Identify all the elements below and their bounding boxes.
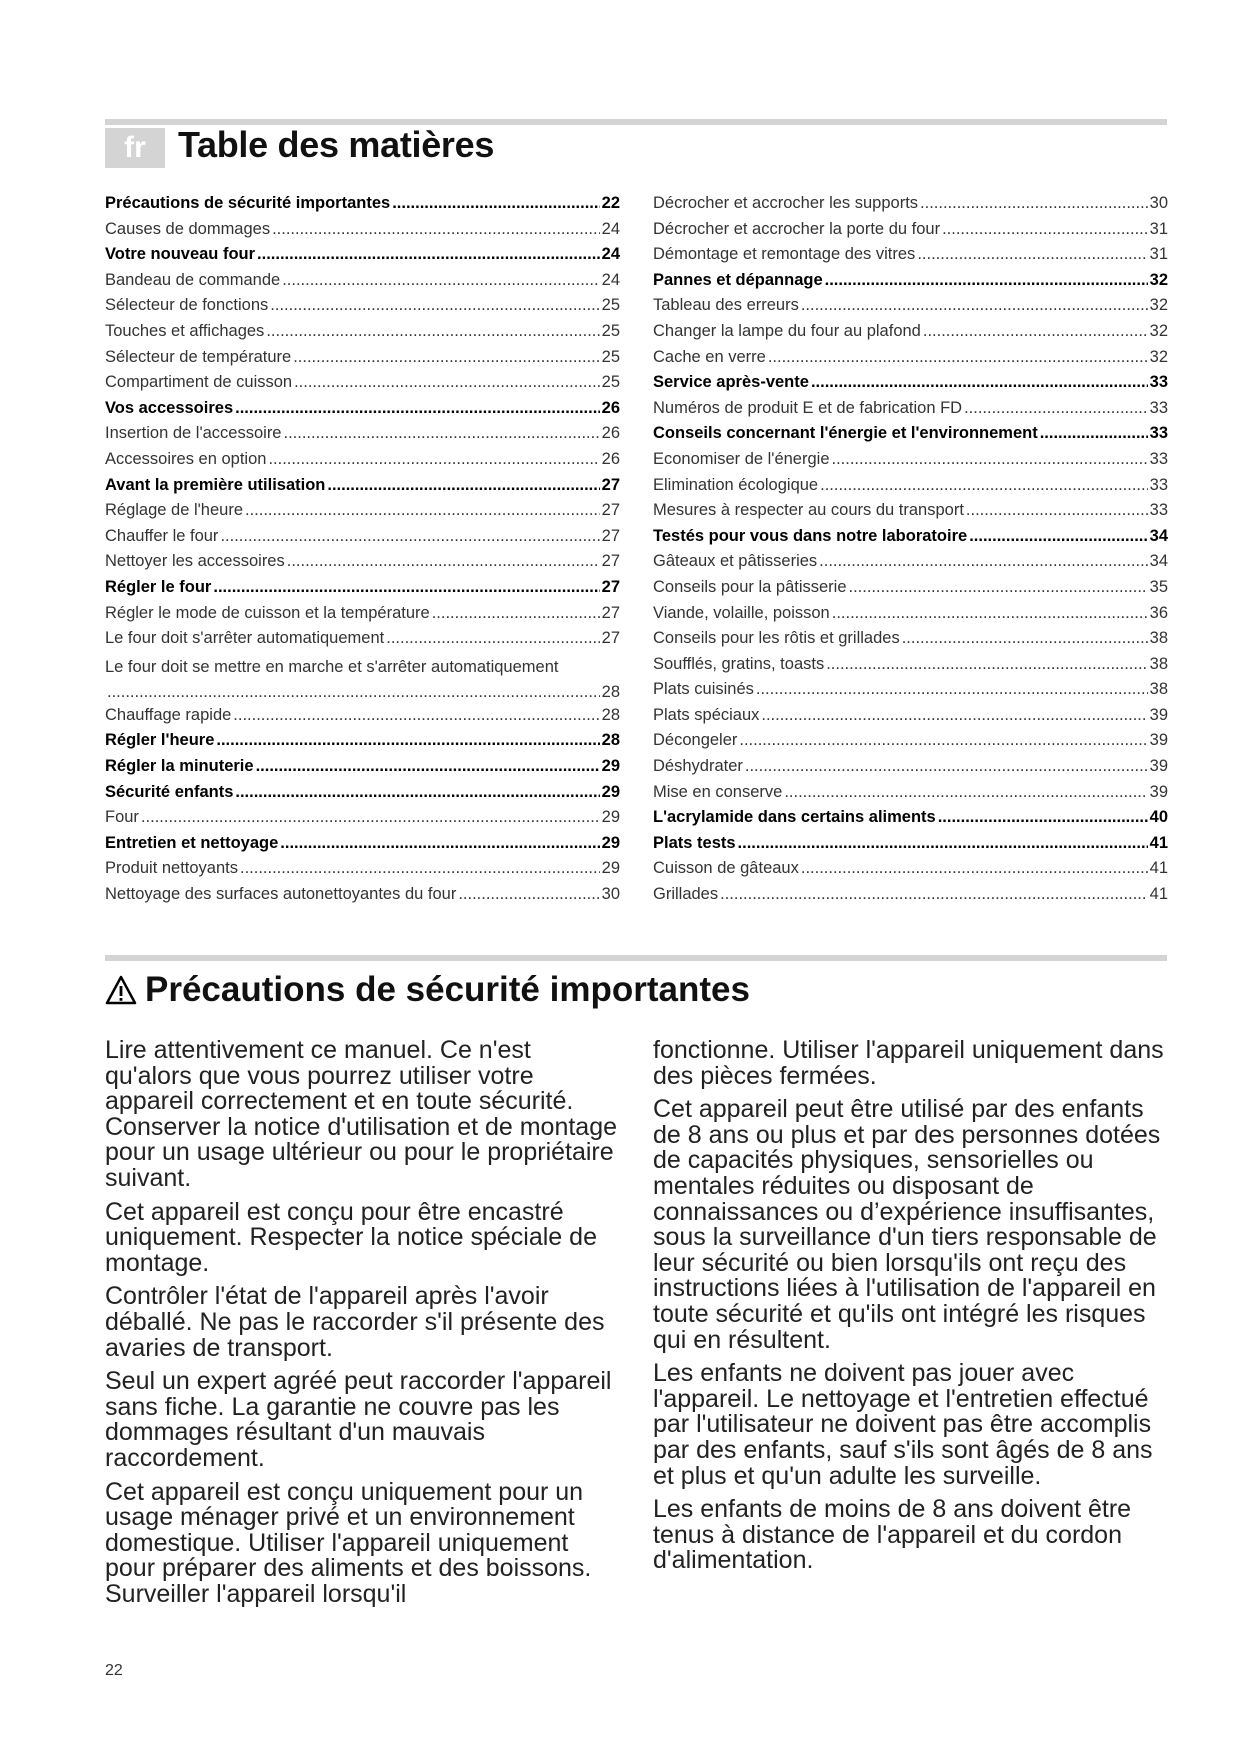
toc-leader (220, 527, 599, 546)
toc-leader (141, 808, 600, 827)
toc-page: 27 (601, 577, 620, 596)
toc-page: 39 (1149, 782, 1168, 801)
toc-entry-title: Mesures à respecter au cours du transport (653, 501, 964, 520)
toc-entry[interactable] (105, 527, 620, 553)
toc-entry[interactable] (105, 731, 620, 757)
toc-leader (849, 578, 1148, 597)
toc-entry-title: Compartiment de cuisson (105, 373, 293, 392)
toc-page: 28 (601, 731, 620, 750)
toc-leader (235, 783, 599, 802)
toc-entry-title: Changer la lampe du four au plafond (653, 321, 921, 340)
toc-entry-title: Chauffage rapide (105, 705, 232, 724)
toc-entry-title: Bandeau de commande (105, 270, 281, 289)
toc-page: 24 (601, 270, 620, 289)
toc-entry[interactable] (105, 783, 620, 809)
toc-leader (738, 834, 1148, 853)
toc-page: 35 (1149, 577, 1168, 596)
toc-leader (938, 808, 1148, 827)
toc-entry[interactable] (653, 834, 1168, 860)
toc-left-column (105, 194, 620, 911)
toc-entry-title: Votre nouveau four (105, 245, 256, 264)
toc-page: 29 (601, 833, 620, 852)
toc-page: 25 (601, 347, 620, 366)
toc-leader (745, 757, 1148, 776)
toc-page: 27 (601, 475, 620, 494)
paragraph: Cet appareil est conçu pour être encastré uniquement. Respecter la notice spéciale de montage. (105, 1197, 597, 1277)
toc-entry[interactable] (105, 834, 620, 860)
toc-leader (245, 501, 600, 520)
toc-page: 24 (601, 245, 620, 264)
toc-entry[interactable] (653, 348, 1168, 374)
toc-page: 33 (1149, 475, 1168, 494)
toc-leader (284, 424, 600, 443)
toc-right-column (653, 194, 1168, 911)
toc-page: 24 (601, 219, 620, 238)
toc-entry-title: Précautions de sécurité importantes (105, 194, 391, 212)
toc-entry[interactable] (653, 808, 1168, 834)
toc-entry[interactable] (105, 194, 620, 220)
toc-leader (240, 859, 600, 878)
toc-page: 22 (601, 194, 620, 212)
toc-entry[interactable] (105, 220, 620, 246)
section-title: Précautions de sécurité importantes (145, 970, 750, 1009)
toc-entry-title: Régler le mode de cuisson et la température (105, 603, 430, 622)
toc-entry-title: Grillades (653, 885, 719, 904)
toc-page: 28 (601, 705, 620, 724)
toc-entry[interactable] (653, 245, 1168, 271)
toc-entry[interactable] (105, 604, 620, 630)
toc-entry-title: Décrocher et accrocher les supports (653, 194, 919, 212)
page-number: 22 (105, 1662, 123, 1679)
toc-leader (280, 834, 599, 853)
toc-leader (270, 296, 599, 315)
toc-leader (964, 399, 1148, 418)
toc-leader (902, 629, 1148, 648)
toc-page: 27 (601, 501, 620, 520)
toc-entry[interactable] (653, 706, 1168, 732)
toc-entry-title: Cache en verre (653, 347, 766, 366)
toc-entry[interactable] (653, 629, 1168, 655)
toc-leader (720, 885, 1148, 904)
toc-entry[interactable] (653, 885, 1168, 911)
toc-page: 25 (601, 373, 620, 392)
toc-entry-title: Vos accessoires (105, 398, 234, 417)
toc-leader (233, 706, 599, 725)
toc-entry-title: Régler l'heure (105, 731, 215, 750)
toc-page: 36 (1149, 603, 1168, 622)
toc-entry[interactable] (653, 220, 1168, 246)
toc-entry[interactable] (653, 527, 1168, 553)
toc-entry[interactable] (653, 680, 1168, 706)
toc-page: 29 (601, 757, 620, 776)
toc-page: 41 (1149, 833, 1168, 852)
toc-entry-title: Sélecteur de fonctions (105, 296, 269, 315)
toc-leader (784, 783, 1147, 802)
toc-page: 29 (601, 808, 620, 827)
toc-leader (801, 859, 1148, 878)
toc-entry-title: Causes de dommages (105, 219, 271, 238)
toc-entry-title: Chauffer le four (105, 526, 219, 545)
toc-entry[interactable] (653, 476, 1168, 502)
toc-leader (272, 220, 600, 239)
toc-entry-title: Nettoyage des surfaces autonettoyantes du four (105, 885, 457, 904)
section-divider (105, 955, 1167, 961)
toc-leader (969, 527, 1147, 546)
toc-entry-title: Plats spéciaux (653, 705, 760, 724)
toc-entry[interactable] (105, 578, 620, 604)
toc-page: 33 (1149, 501, 1168, 520)
toc-entry[interactable] (653, 373, 1168, 399)
toc-entry[interactable] (105, 322, 620, 348)
toc-entry[interactable] (653, 194, 1168, 220)
toc-leader (966, 501, 1148, 520)
toc-entry[interactable] (105, 629, 620, 655)
toc-page: 27 (601, 552, 620, 571)
toc-leader (213, 578, 599, 597)
toc-entry-title: Service après-vente (653, 373, 809, 392)
toc-entry[interactable] (105, 450, 620, 476)
toc-entry[interactable] (105, 552, 620, 578)
toc-entry-title: Cuisson de gâteaux (653, 859, 799, 878)
toc-page: 34 (1149, 526, 1168, 545)
toc-entry[interactable] (653, 424, 1168, 450)
toc-leader (819, 552, 1147, 571)
toc-entry[interactable] (653, 399, 1168, 425)
toc-entry-title: Soufflés, gratins, toasts (653, 654, 825, 673)
toc-page: 29 (601, 782, 620, 801)
toc-entry-title: Le four doit se mettre en marche et s'arrêter automatiquement (105, 657, 559, 676)
toc-page: 26 (601, 398, 620, 417)
toc-page: 32 (1149, 270, 1168, 289)
toc-page: 32 (1149, 296, 1168, 315)
toc-entry-title: Pannes et dépannage (653, 270, 823, 289)
toc-page: 38 (1149, 680, 1168, 699)
toc-entry[interactable] (105, 885, 620, 911)
section-heading (105, 970, 750, 1010)
toc-entry[interactable] (105, 859, 620, 885)
toc-leader (107, 680, 600, 706)
toc-entry[interactable] (653, 450, 1168, 476)
toc-leader (293, 348, 599, 367)
paragraph: fonctionne. Utiliser l'appareil uniquement dans des pièces fermées. (653, 1036, 1164, 1090)
paragraph: Contrôler l'état de l'appareil après l'avoir déballé. Ne pas le raccorder s'il présente des avaries de transport. (105, 1282, 605, 1362)
toc-entry-title: Avant la première utilisation (105, 475, 326, 494)
toc-page: 29 (601, 859, 620, 878)
toc-page: 33 (1149, 373, 1168, 392)
toc-entry-title: Plats tests (653, 833, 736, 852)
toc-entry-title: Réglage de l'heure (105, 501, 244, 520)
toc-leader (917, 245, 1147, 264)
toc-entry-title: Sélecteur de température (105, 347, 292, 366)
toc-page: 25 (601, 296, 620, 315)
toc-page: 32 (1149, 347, 1168, 366)
toc-entry[interactable] (653, 296, 1168, 322)
toc-entry[interactable] (653, 757, 1168, 783)
toc-page: 26 (601, 424, 620, 443)
toc-entry[interactable] (653, 783, 1168, 809)
toc-leader (942, 220, 1148, 239)
toc-entry-title: Insertion de l'accessoire (105, 424, 282, 443)
toc-entry-title: Démontage et remontage des vitres (653, 245, 916, 264)
toc-page: 33 (1149, 449, 1168, 468)
toc-entry-title: Régler la minuterie (105, 757, 254, 776)
toc-leader (392, 194, 599, 213)
toc-entry[interactable] (105, 296, 620, 322)
toc-entry-title: Testés pour vous dans notre laboratoire (653, 526, 968, 545)
toc-entry-title: Nettoyer les accessoires (105, 552, 285, 571)
toc-entry[interactable] (105, 245, 620, 271)
toc-page: 39 (1149, 731, 1168, 750)
toc-leader (216, 731, 599, 750)
toc-leader (1040, 424, 1148, 443)
toc-leader (832, 604, 1148, 623)
toc-leader (920, 194, 1148, 213)
toc-entry-title: Tableau des erreurs (653, 296, 799, 315)
toc-page: 28 (601, 683, 620, 702)
toc-entry-title: Sécurité enfants (105, 782, 234, 801)
paragraph: Seul un expert agréé peut raccorder l'appareil sans fiche. La garantie ne couvre pas les dommages résultant d'un mauvais raccordement. (105, 1367, 612, 1472)
toc-page: 30 (1149, 194, 1168, 212)
page-title: Table des matières (178, 124, 495, 165)
toc-entry[interactable] (653, 859, 1168, 885)
warning-icon (105, 975, 137, 1005)
safety-text-right (653, 1038, 1168, 1582)
toc-leader (268, 450, 599, 469)
toc-leader (739, 731, 1147, 750)
toc-entry[interactable] (105, 476, 620, 502)
toc-leader (811, 373, 1148, 392)
toc-leader (266, 322, 599, 341)
toc-entry[interactable] (105, 424, 620, 450)
toc-page: 38 (1149, 654, 1168, 673)
toc-entry-title: Régler le four (105, 577, 212, 596)
toc-page: 27 (601, 629, 620, 648)
paragraph: Cet appareil peut être utilisé par des enfants de 8 ans ou plus et par des personnes dotées de capacités physiques, sensorielles ou mentales réduites ou disposant de connaissances ou d’expérience insuffisantes, sous la surveillance d'un tiers responsable de leur sécurité ou bien lorsqu'ils ont reçu des instructions liées à l'utilisation de l'appareil en toute sécurité et qu'ils ont intégré les risques qui en résultent. (653, 1095, 1161, 1354)
toc-leader (432, 604, 600, 623)
toc-entry[interactable] (653, 501, 1168, 527)
toc-page: 32 (1149, 321, 1168, 340)
toc-page: 39 (1149, 705, 1168, 724)
toc-page: 40 (1149, 808, 1168, 827)
toc-leader (327, 476, 599, 495)
toc-entry-title: Entretien et nettoyage (105, 833, 279, 852)
toc-page: 39 (1149, 757, 1168, 776)
toc-leader (923, 322, 1148, 341)
toc-entry[interactable] (105, 348, 620, 374)
toc-entry[interactable] (105, 706, 620, 732)
toc-entry[interactable] (105, 655, 620, 706)
toc-entry[interactable] (105, 808, 620, 834)
toc-entry-title: L'acrylamide dans certains aliments (653, 808, 936, 827)
toc-leader (257, 245, 600, 264)
toc-leader (756, 680, 1148, 699)
toc-leader (768, 348, 1148, 367)
toc-entry-title: Décongeler (653, 731, 738, 750)
toc-page: 33 (1149, 398, 1168, 417)
paragraph: Les enfants de moins de 8 ans doivent être tenus à distance de l'appareil et du cordon d'alimentation. (653, 1495, 1132, 1575)
toc-page: 27 (601, 526, 620, 545)
toc-leader (386, 629, 599, 648)
toc-leader (256, 757, 600, 776)
toc-entry[interactable] (653, 271, 1168, 297)
toc-leader (458, 885, 599, 904)
toc-entry[interactable] (653, 322, 1168, 348)
toc-entry[interactable] (105, 373, 620, 399)
toc-page: 27 (601, 603, 620, 622)
toc-leader (761, 706, 1147, 725)
toc-entry-title: Décrocher et accrocher la porte du four (653, 219, 941, 238)
toc-entry-title: Plats cuisinés (653, 680, 754, 699)
toc-leader (825, 271, 1148, 290)
toc-page: 30 (601, 885, 620, 904)
toc-leader (820, 476, 1148, 495)
toc-page: 34 (1149, 552, 1168, 571)
toc-entry[interactable] (105, 757, 620, 783)
paragraph: Les enfants ne doivent pas jouer avec l'appareil. Le nettoyage et l'entretien effectué par l'utilisateur ne doivent pas être accomplis par des enfants, sauf s'ils sont âgés de 8 ans et plus et qu'un adulte les surveille. (653, 1359, 1153, 1490)
toc-leader (801, 296, 1148, 315)
toc-page: 41 (1149, 885, 1168, 904)
toc-entry[interactable] (653, 731, 1168, 757)
safety-text-left (105, 1038, 620, 1615)
toc-entry[interactable] (105, 271, 620, 297)
toc-entry[interactable] (653, 604, 1168, 630)
toc-entry-title: Touches et affichages (105, 321, 265, 340)
toc-entry-title: Le four doit s'arrêter automatiquement (105, 629, 385, 648)
toc-entry-title: Elimination écologique (653, 475, 819, 494)
toc-entry-title: Mise en conserve (653, 782, 783, 801)
toc-entry-title: Conseils pour la pâtisserie (653, 577, 847, 596)
toc-leader (235, 399, 600, 418)
language-badge: fr (105, 128, 165, 168)
toc-leader (287, 552, 600, 571)
toc-page: 31 (1149, 219, 1168, 238)
toc-entry[interactable] (105, 501, 620, 527)
paragraph: Cet appareil est conçu uniquement pour un usage ménager privé et un environnement domestique. Utiliser l'appareil uniquement pour préparer des aliments et des boissons. Surveiller l'appareil lorsqu'il (105, 1477, 592, 1608)
toc-entry-title: Déshydrater (653, 757, 743, 776)
toc-entry-title: Produit nettoyants (105, 859, 238, 878)
toc-entry-title: Conseils pour les rôtis et grillades (653, 629, 900, 648)
toc-page: 41 (1149, 859, 1168, 878)
toc-leader (294, 373, 600, 392)
toc-entry-title: Accessoires en option (105, 449, 267, 468)
toc-entry-title: Numéros de produit E et de fabrication FD (653, 398, 963, 417)
toc-page: 26 (601, 449, 620, 468)
toc-entry[interactable] (653, 655, 1168, 681)
toc-page: 38 (1149, 629, 1168, 648)
paragraph: Lire attentivement ce manuel. Ce n'est qu'alors que vous pourrez utiliser votre appareil correctement et en toute sécurité. Conserver la notice d'utilisation et de montage pour un usage ultérieur ou pour le propriétaire suivant. (105, 1036, 618, 1192)
toc-entry-title: Four (105, 808, 139, 827)
toc-entry-title: Gâteaux et pâtisseries (653, 552, 818, 571)
toc-page: 33 (1149, 424, 1168, 443)
toc-leader (832, 450, 1148, 469)
toc-entry[interactable] (105, 399, 620, 425)
toc-page: 25 (601, 321, 620, 340)
toc-entry-title: Viande, volaille, poisson (653, 603, 830, 622)
toc-leader (826, 655, 1147, 674)
toc-entry[interactable] (653, 578, 1168, 604)
toc-leader (282, 271, 599, 290)
toc-entry-title: Conseils concernant l'énergie et l'environnement (653, 424, 1038, 443)
toc-entry[interactable] (653, 552, 1168, 578)
toc-page: 31 (1149, 245, 1168, 264)
toc-entry-title: Economiser de l'énergie (653, 449, 830, 468)
